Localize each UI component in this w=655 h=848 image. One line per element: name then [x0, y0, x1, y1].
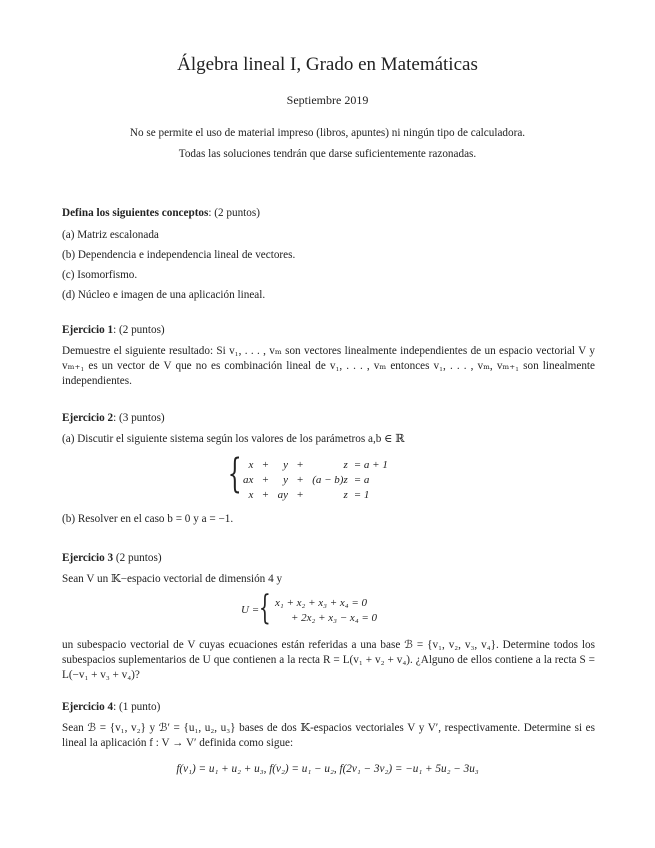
ej1-statement: Demuestre el siguiente resultado: Si v₁, . . . , vₘ son vectores linealmente independientes de un espacio vectorial V y vₘ₊₁ es un vector de V que no es combinación lineal de v₁, . . . , vₘ entonces v₁, . . . , vₘ, vₘ₊₁ son linealmente independientes. [62, 345, 595, 387]
system-row: x + y + z = a + 1 [248, 458, 388, 471]
u-label: U = [241, 604, 260, 616]
ej2-heading-points: : (3 puntos) [113, 412, 165, 424]
ej2-part-a: (a) Discutir el siguiente sistema según los valores de los parámetros a,b ∈ ℝ [62, 433, 405, 445]
system-row: ax + y + (a − b)z = a [243, 473, 370, 486]
concept-item-a: (a) Matriz escalonada [62, 229, 159, 241]
ej2-heading [62, 411, 595, 426]
instructions-note-1: No se permite el uso de material impreso (libros, apuntes) ni ningún tipo de calculadora. [129, 127, 526, 139]
ej2-heading-title: Ejercicio 2 [62, 412, 114, 424]
u-equation-1: x₁ + x₂ + x₃ + x₄ = 0 [275, 597, 368, 609]
concepts-heading [62, 206, 595, 221]
exam-date: Septiembre 2019 [286, 93, 369, 107]
ej1-heading-points: : (2 puntos) [113, 324, 165, 336]
ej3-heading-points: (2 puntos) [113, 552, 162, 564]
ej3-intro: Sean V un 𝕂−espacio vectorial de dimensión 4 y [62, 573, 283, 585]
system-brace: { [227, 451, 242, 497]
ej4-formula: f(v₁) = u₁ + u₂ + u₃, f(v₂) = u₁ − u₂, f(2v₁ − 3v₂) = −u₁ + 5u₂ − 3u₃ [176, 763, 479, 775]
ej4-heading-title: Ejercicio 4 [62, 701, 114, 713]
ej3-heading-title: Ejercicio 3 [62, 552, 114, 564]
concept-item-b: (b) Dependencia e independencia lineal de vectores. [62, 249, 296, 261]
concepts-heading-points: : (2 puntos) [208, 207, 260, 219]
ej2-part-b: (b) Resolver en el caso b = 0 y a = −1. [62, 513, 234, 525]
ej3-statement: un subespacio vectorial de V cuyas ecuaciones están referidas a una base ℬ = {v₁, v₂, v₃, v₄}. Determine todos los subespacios suplementarios de U que contienen a la recta R = L(v₁ + v₂ + v₄). ¿Alguno de ellos contiene a la recta S = L(−v₁ + v₃ + v₄)? [62, 639, 595, 681]
ej4-heading-points: : (1 punto) [113, 701, 161, 713]
u-equation-2: + 2x₂ + x₃ − x₄ = 0 [291, 612, 378, 624]
instructions-note-2: Todas las soluciones tendrán que darse suficientemente razonadas. [178, 148, 477, 160]
ej1-heading [62, 323, 595, 338]
u-brace: { [258, 588, 271, 628]
system-row: x + ay + z = 1 [248, 488, 370, 501]
concepts-heading-title: Defina los siguientes conceptos [62, 207, 209, 219]
ej4-statement: Sean ℬ = {v₁, v₂} y ℬ′ = {u₁, u₂, u₃} bases de dos 𝕂-espacios vectoriales V y V′, respectivamente. Determine si es lineal la aplicación f : V → V′ definida como sigue: [62, 722, 595, 749]
concept-item-c: (c) Isomorfismo. [62, 269, 138, 281]
ej4-heading [62, 700, 595, 715]
ej1-heading-title: Ejercicio 1 [62, 324, 114, 336]
exam-title: Álgebra lineal I, Grado en Matemáticas [177, 54, 478, 75]
linear-system [240, 457, 391, 502]
concept-item-d: (d) Núcleo e imagen de una aplicación lineal. [62, 289, 266, 301]
ej3-heading [62, 551, 595, 566]
